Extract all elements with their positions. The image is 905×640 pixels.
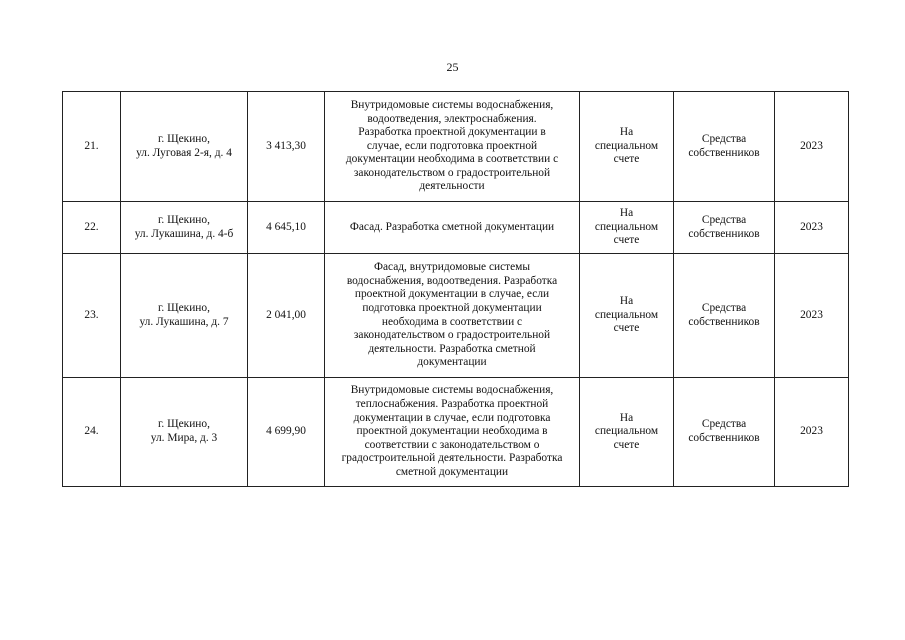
row-number: 22. xyxy=(63,202,121,254)
account-cell: На специальном счете xyxy=(580,378,674,487)
address-cell: г. Щекино, ул. Лукашина, д. 7 xyxy=(121,254,248,378)
table-row xyxy=(63,92,849,202)
year-cell: 2023 xyxy=(775,378,849,487)
funding-cell: Средства собственников xyxy=(674,92,775,202)
works-cell: Внутридомовые системы водоснабжения, водоотведения, электроснабжения. Разработка проектной документации в случае, если подготовка проектной документации необходима в соответствии с законодательством о градостроительной деятельности xyxy=(325,92,580,202)
table-row xyxy=(63,378,849,487)
cost-cell: 4 699,90 xyxy=(248,378,325,487)
works-table xyxy=(62,91,849,487)
funding-cell: Средства собственников xyxy=(674,378,775,487)
cost-cell: 3 413,30 xyxy=(248,92,325,202)
works-cell: Внутридомовые системы водоснабжения, теплоснабжения. Разработка проектной документации в случае, если подготовка проектной документации необходима в соответствии с законодательством о градостроительной деятельности. Разработка сметной документации xyxy=(325,378,580,487)
works-cell: Фасад. Разработка сметной документации xyxy=(325,202,580,254)
cost-cell: 2 041,00 xyxy=(248,254,325,378)
funding-cell: Средства собственников xyxy=(674,202,775,254)
row-number: 23. xyxy=(63,254,121,378)
page-number: 25 xyxy=(446,60,459,74)
account-cell: На специальном счете xyxy=(580,202,674,254)
row-number: 21. xyxy=(63,92,121,202)
address-cell: г. Щекино, ул. Мира, д. 3 xyxy=(121,378,248,487)
account-cell: На специальном счете xyxy=(580,254,674,378)
row-number: 24. xyxy=(63,378,121,487)
funding-cell: Средства собственников xyxy=(674,254,775,378)
cost-cell: 4 645,10 xyxy=(248,202,325,254)
address-cell: г. Щекино, ул. Луговая 2-я, д. 4 xyxy=(121,92,248,202)
year-cell: 2023 xyxy=(775,254,849,378)
table-row xyxy=(63,202,849,254)
works-cell: Фасад, внутридомовые системы водоснабжения, водоотведения. Разработка проектной документации в случае, если подготовка проектной документации необходима в соответствии с законодательством о градостроительной деятельности. Разработка сметной документации xyxy=(325,254,580,378)
table-row xyxy=(63,254,849,378)
account-cell: На специальном счете xyxy=(580,92,674,202)
year-cell: 2023 xyxy=(775,202,849,254)
year-cell: 2023 xyxy=(775,92,849,202)
address-cell: г. Щекино, ул. Лукашина, д. 4-б xyxy=(121,202,248,254)
